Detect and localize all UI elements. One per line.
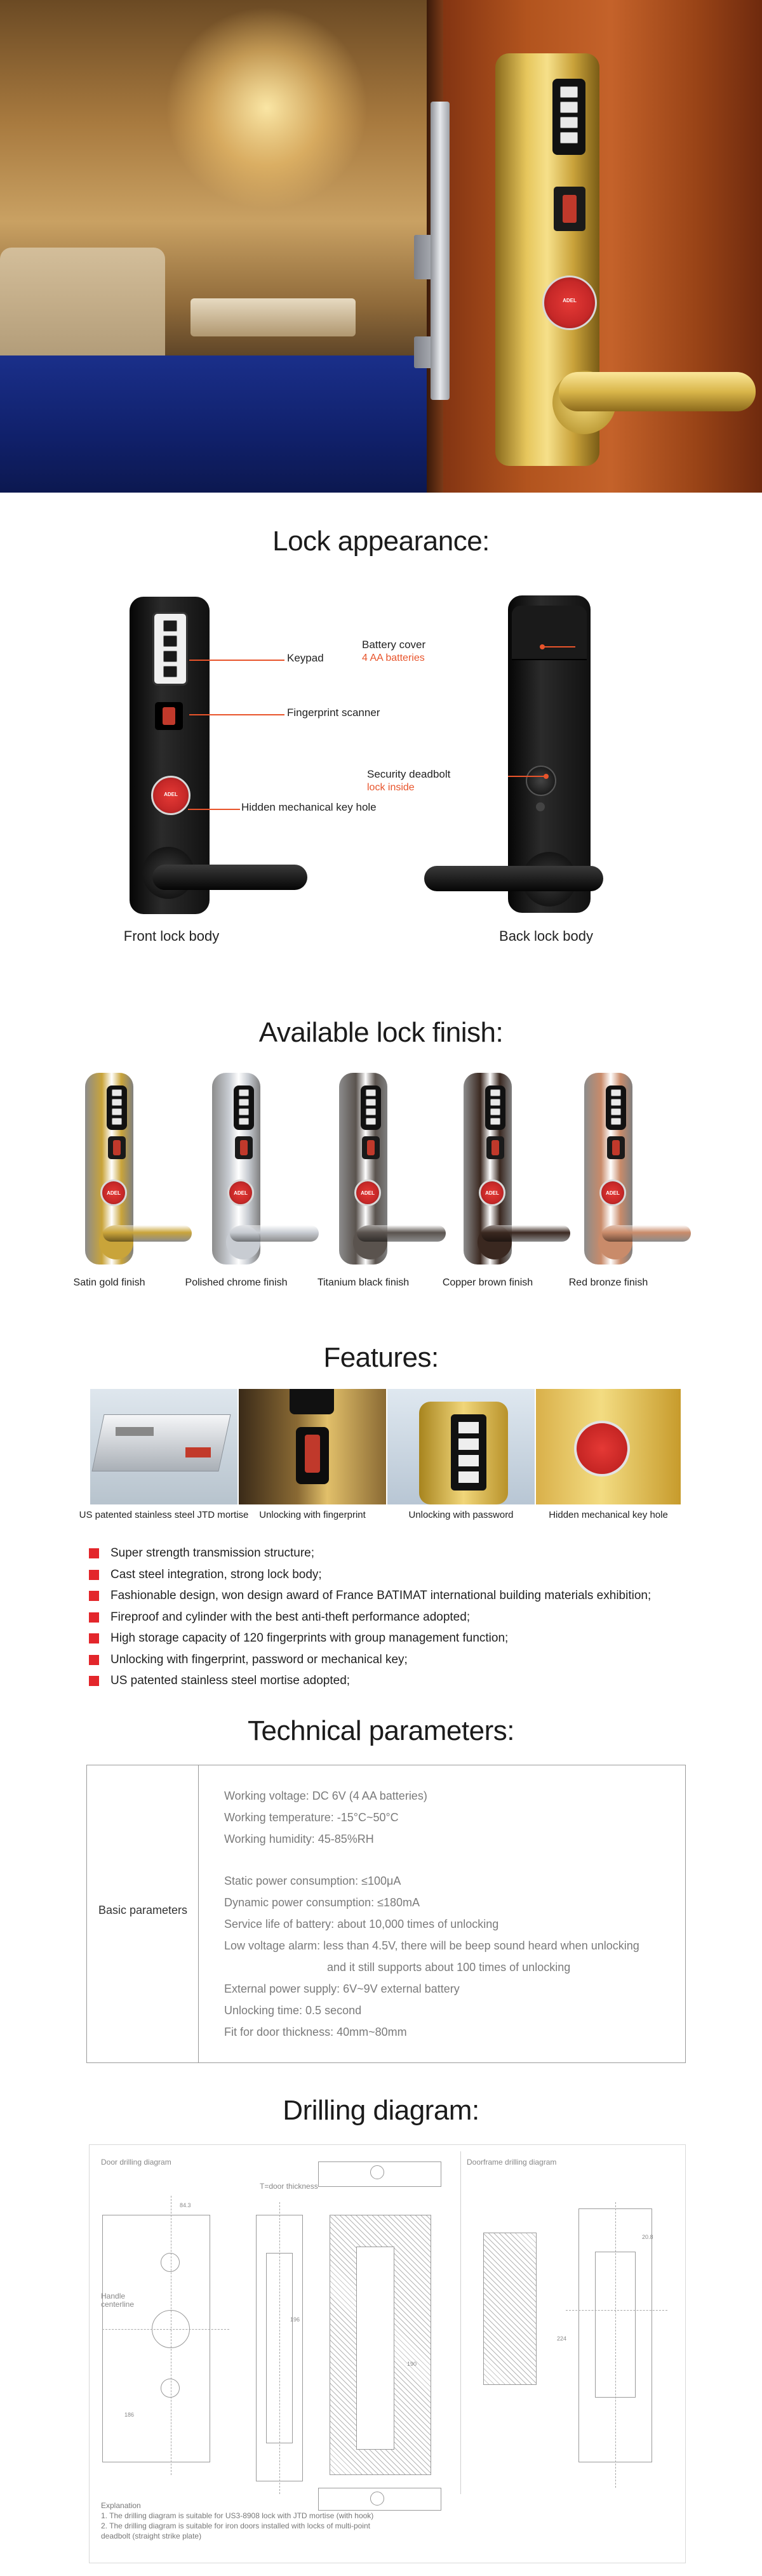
feature-text: Fashionable design, won design award of France BATIMAT international building materials exhibition; [110,1589,652,1602]
tech-param-row: Dynamic power consumption: ≤180mA [224,1896,420,1909]
finish-label: Copper brown finish [442,1277,533,1288]
feature-text: Super strength transmission structure; [110,1546,315,1560]
finish-lever-4 [602,1225,691,1242]
explanation-line-2: 2. The drilling diagram is suitable for iron doors installed with locks of multi-point [101,2521,370,2530]
callout-deadbolt-label: Security deadbolt [367,768,451,780]
drilling-explanation [101,2500,373,2541]
feature-list-item [89,1628,651,1649]
finish-label: Satin gold finish [73,1277,145,1288]
feature-list-item [89,1585,651,1607]
bullet-square-icon [89,1570,99,1580]
feature-text: Unlocking with fingerprint, password or mechanical key; [110,1652,408,1666]
feature-list [89,1543,651,1692]
finish-label: Titanium black finish [317,1277,410,1288]
caption-front-lock: Front lock body [123,928,220,944]
room-table [190,298,356,336]
feature-image-fingerprint [239,1389,386,1504]
feature-list-item [89,1564,651,1586]
bullet-square-icon [89,1591,99,1601]
section-title-features: Features: [323,1342,439,1373]
tech-param-row: Fit for door thickness: 40mm~80mm [224,2026,407,2038]
mortise-faceplate [431,102,450,400]
caption-back-lock: Back lock body [499,928,593,944]
feature-list-item [89,1543,651,1564]
section-title-technical: Technical parameters: [248,1715,514,1746]
explanation-line-3: deadbolt (straight strike plate) [101,2532,202,2540]
doorframe-section-hatch [483,2233,537,2385]
tech-category-label: Basic parameters [98,1904,188,1916]
finish-lever-0 [103,1225,192,1242]
bullet-square-icon [89,1655,99,1665]
tech-param-row: Static power consumption: ≤100μA [224,1875,401,1887]
feature-image-password [387,1389,535,1504]
hero-fingerprint-scanner [554,187,585,231]
front-lever-handle [152,865,307,890]
section-title-finish: Available lock finish: [258,1017,504,1048]
finish-lever-3 [481,1225,570,1242]
hero-keyhole [542,276,597,330]
feature-label-password: Unlocking with password [408,1510,514,1520]
hero-banner [0,0,762,493]
back-lock-body [508,595,591,913]
doorframe-drilling-label: Doorframe drilling diagram [467,2158,557,2167]
callout-keypad: Keypad [287,652,324,664]
feature-image-mortise [90,1389,237,1504]
tech-param-row: Working humidity: 45-85%RH [224,1833,374,1845]
finish-lever-2 [357,1225,446,1242]
explanation-line-1: 1. The drilling diagram is suitable for US3-8908 lock with JTD mortise (with hook) [101,2511,374,2520]
tech-param-row: External power supply: 6V~9V external battery [224,1982,460,1995]
callout-battery-sub: 4 AA batteries [362,653,425,663]
explanation-title: Explanation [101,2501,141,2510]
feature-list-item [89,1670,651,1692]
feature-label-keyhole: Hidden mechanical key hole [549,1510,668,1520]
feature-list-item [89,1649,651,1671]
hero-room-background [0,0,427,493]
room-carpet [0,355,427,493]
tech-param-row: Working voltage: DC 6V (4 AA batteries) [224,1789,427,1802]
feature-label-mortise: US patented stainless steel JTD mortise [79,1510,249,1520]
section-title-appearance: Lock appearance: [272,526,490,557]
tech-param-row: Service life of battery: about 10,000 times of unlocking [224,1918,499,1930]
callout-keyhole: Hidden mechanical key hole [241,801,377,813]
callout-deadbolt-sub: lock inside [367,782,415,793]
feature-image-keyhole [536,1389,681,1504]
feature-label-fingerprint: Unlocking with fingerprint [259,1510,366,1520]
drilling-diagram: Door drilling diagram Doorframe drilling diagram T=door thickness Handle centerline 84.3 186 196 190 20.8 224 Explanation 1. The drilling diagram is suitable for US3-8908 lock with JTD mortise (with hook) 2. The drilling diagram is suitable for iron doors installed with locks of multi-point deadbolt (straight strike plate) [89,2144,686,2563]
callout-battery-cover-label: Battery cover [362,639,426,651]
feature-text: US patented stainless steel mortise adopted; [110,1674,351,1687]
finish-label: Polished chrome finish [185,1277,288,1288]
handle-centerline-label: Handle centerline [101,2292,135,2309]
callout-deadbolt [367,768,450,793]
finish-lever-1 [230,1225,319,1242]
section-title-drilling: Drilling diagram: [283,2095,479,2126]
door-drilling-label: Door drilling diagram [101,2158,171,2167]
callout-battery-cover [362,639,425,664]
back-lever-handle [424,866,603,891]
hero-keypad [552,79,585,155]
feature-list-item [89,1607,651,1628]
chandelier-glow [165,6,368,209]
bullet-square-icon [89,1548,99,1558]
tech-param-row: Low voltage alarm: less than 4.5V, there will be beep sound heard when unlocking [224,1939,639,1952]
bullet-square-icon [89,1633,99,1643]
tech-param-row: Unlocking time: 0.5 second [224,2004,362,2017]
door-thickness-label: T=door thickness [260,2182,318,2191]
tech-category-cell [87,1765,199,2062]
tech-param-row: and it still supports about 100 times of unlocking [327,1961,571,1974]
tech-parameters-table [86,1765,686,2063]
feature-text: Fireproof and cylinder with the best anti-theft performance adopted; [110,1610,471,1624]
bullet-square-icon [89,1612,99,1623]
tech-param-row: Working temperature: -15°C~50°C [224,1811,399,1824]
finish-label: Red bronze finish [568,1277,648,1288]
hero-lever-handle [559,372,756,411]
feature-text: High storage capacity of 120 fingerprints with group management function; [110,1631,509,1645]
callout-fingerprint: Fingerprint scanner [287,707,380,719]
bullet-square-icon [89,1676,99,1686]
feature-text: Cast steel integration, strong lock body; [110,1567,322,1581]
